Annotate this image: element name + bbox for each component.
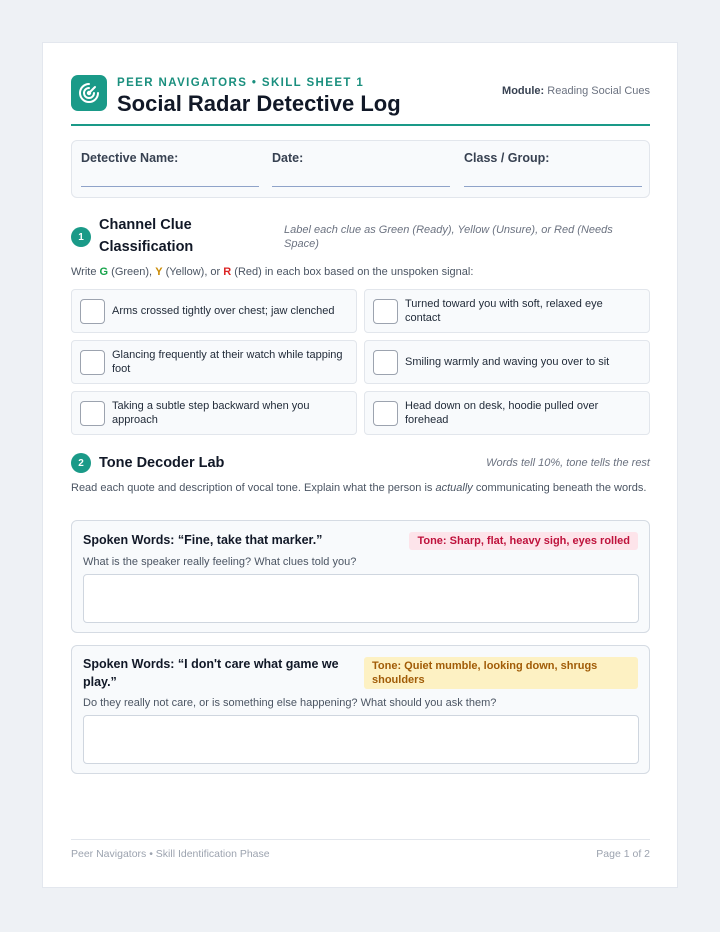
green-code: G [99, 266, 109, 278]
section-1-instructions [71, 265, 650, 279]
section-2-instructions [71, 481, 650, 495]
worksheet-page [42, 42, 678, 888]
clue-card [71, 340, 357, 384]
clue-text: Glancing frequently at their watch while tapping foot [112, 349, 343, 375]
tone-card [71, 520, 650, 633]
sheet-eyebrow: PEER NAVIGATORS • SKILL SHEET 1 [117, 77, 365, 89]
red-code: R [223, 266, 232, 278]
module-key: Module: [502, 85, 545, 97]
section-2-title: Tone Decoder Lab [99, 455, 225, 471]
date-field[interactable] [272, 151, 450, 187]
class-group-line[interactable] [464, 186, 642, 187]
date-line[interactable] [272, 186, 450, 187]
clue-card [71, 289, 357, 333]
clue-answer-box[interactable] [373, 350, 398, 375]
footer-divider [71, 839, 650, 840]
instr-prefix: Write [71, 266, 97, 278]
tone-badge: Tone: Sharp, flat, heavy sigh, eyes rolled [409, 532, 638, 550]
clue-text: Arms crossed tightly over chest; jaw clenched [112, 305, 335, 317]
clue-card [364, 340, 650, 384]
instr-emphasis: actually [435, 482, 473, 494]
section-2-number: 2 [71, 453, 91, 473]
instr-after: communicating beneath the words. [475, 482, 647, 494]
detective-name-label: Detective Name: [81, 151, 179, 165]
date-label: Date: [272, 151, 304, 165]
class-group-label: Class / Group: [464, 151, 550, 165]
page-title: Social Radar Detective Log [117, 91, 401, 116]
detective-name-line[interactable] [81, 186, 259, 187]
section-2-note: Words tell 10%, tone tells the rest [486, 457, 650, 469]
answer-field[interactable] [83, 574, 639, 623]
clue-answer-box[interactable] [80, 350, 105, 375]
clue-text: Head down on desk, hoodie pulled over forehead [405, 400, 599, 426]
clue-text: Smiling warmly and waving you over to sit [405, 356, 610, 368]
section-1-title: Channel Clue Classification [99, 217, 194, 255]
footer-left: Peer Navigators • Skill Identification Phase [71, 848, 270, 860]
red-text: (Red) in each box based on the unspoken signal: [234, 266, 474, 278]
detective-name-field[interactable] [81, 151, 259, 187]
yellow-text: (Yellow), or [165, 266, 221, 278]
header-divider [71, 124, 650, 126]
clue-answer-box[interactable] [80, 299, 105, 324]
card-question: What is the speaker really feeling? What clues told you? [83, 556, 357, 568]
yellow-code: Y [155, 266, 163, 278]
instr-before: Read each quote and description of vocal tone. Explain what the person is [71, 482, 433, 494]
clue-answer-box[interactable] [373, 401, 398, 426]
clue-card [364, 289, 650, 333]
section-1-note: Label each clue as Green (Ready), Yellow (Unsure), or Red (Needs Space) [284, 224, 613, 250]
tone-badge: Tone: Quiet mumble, looking down, shrugs shoulders [364, 657, 638, 689]
clue-answer-box[interactable] [80, 401, 105, 426]
card-question: Do they really not care, or is something else happening? What should you ask them? [83, 697, 497, 709]
section-1-number: 1 [71, 227, 91, 247]
clue-text: Taking a subtle step backward when you approach [112, 400, 310, 426]
clue-card [71, 391, 357, 435]
clue-text: Turned toward you with soft, relaxed eye contact [405, 298, 603, 324]
module-label [502, 85, 650, 97]
spoken-words: Spoken Words: “Fine, take that marker.” [83, 533, 323, 547]
clue-card [364, 391, 650, 435]
answer-field[interactable] [83, 715, 639, 764]
green-text: (Green), [111, 266, 153, 278]
page-number: Page 1 of 2 [596, 848, 650, 860]
clue-answer-box[interactable] [373, 299, 398, 324]
class-group-field[interactable] [464, 151, 642, 187]
student-info-box [71, 140, 650, 198]
module-value: Reading Social Cues [547, 85, 650, 97]
tone-card [71, 645, 650, 774]
radar-icon [71, 75, 107, 111]
spoken-words: Spoken Words: “I don't care what game we play.” [83, 657, 339, 689]
